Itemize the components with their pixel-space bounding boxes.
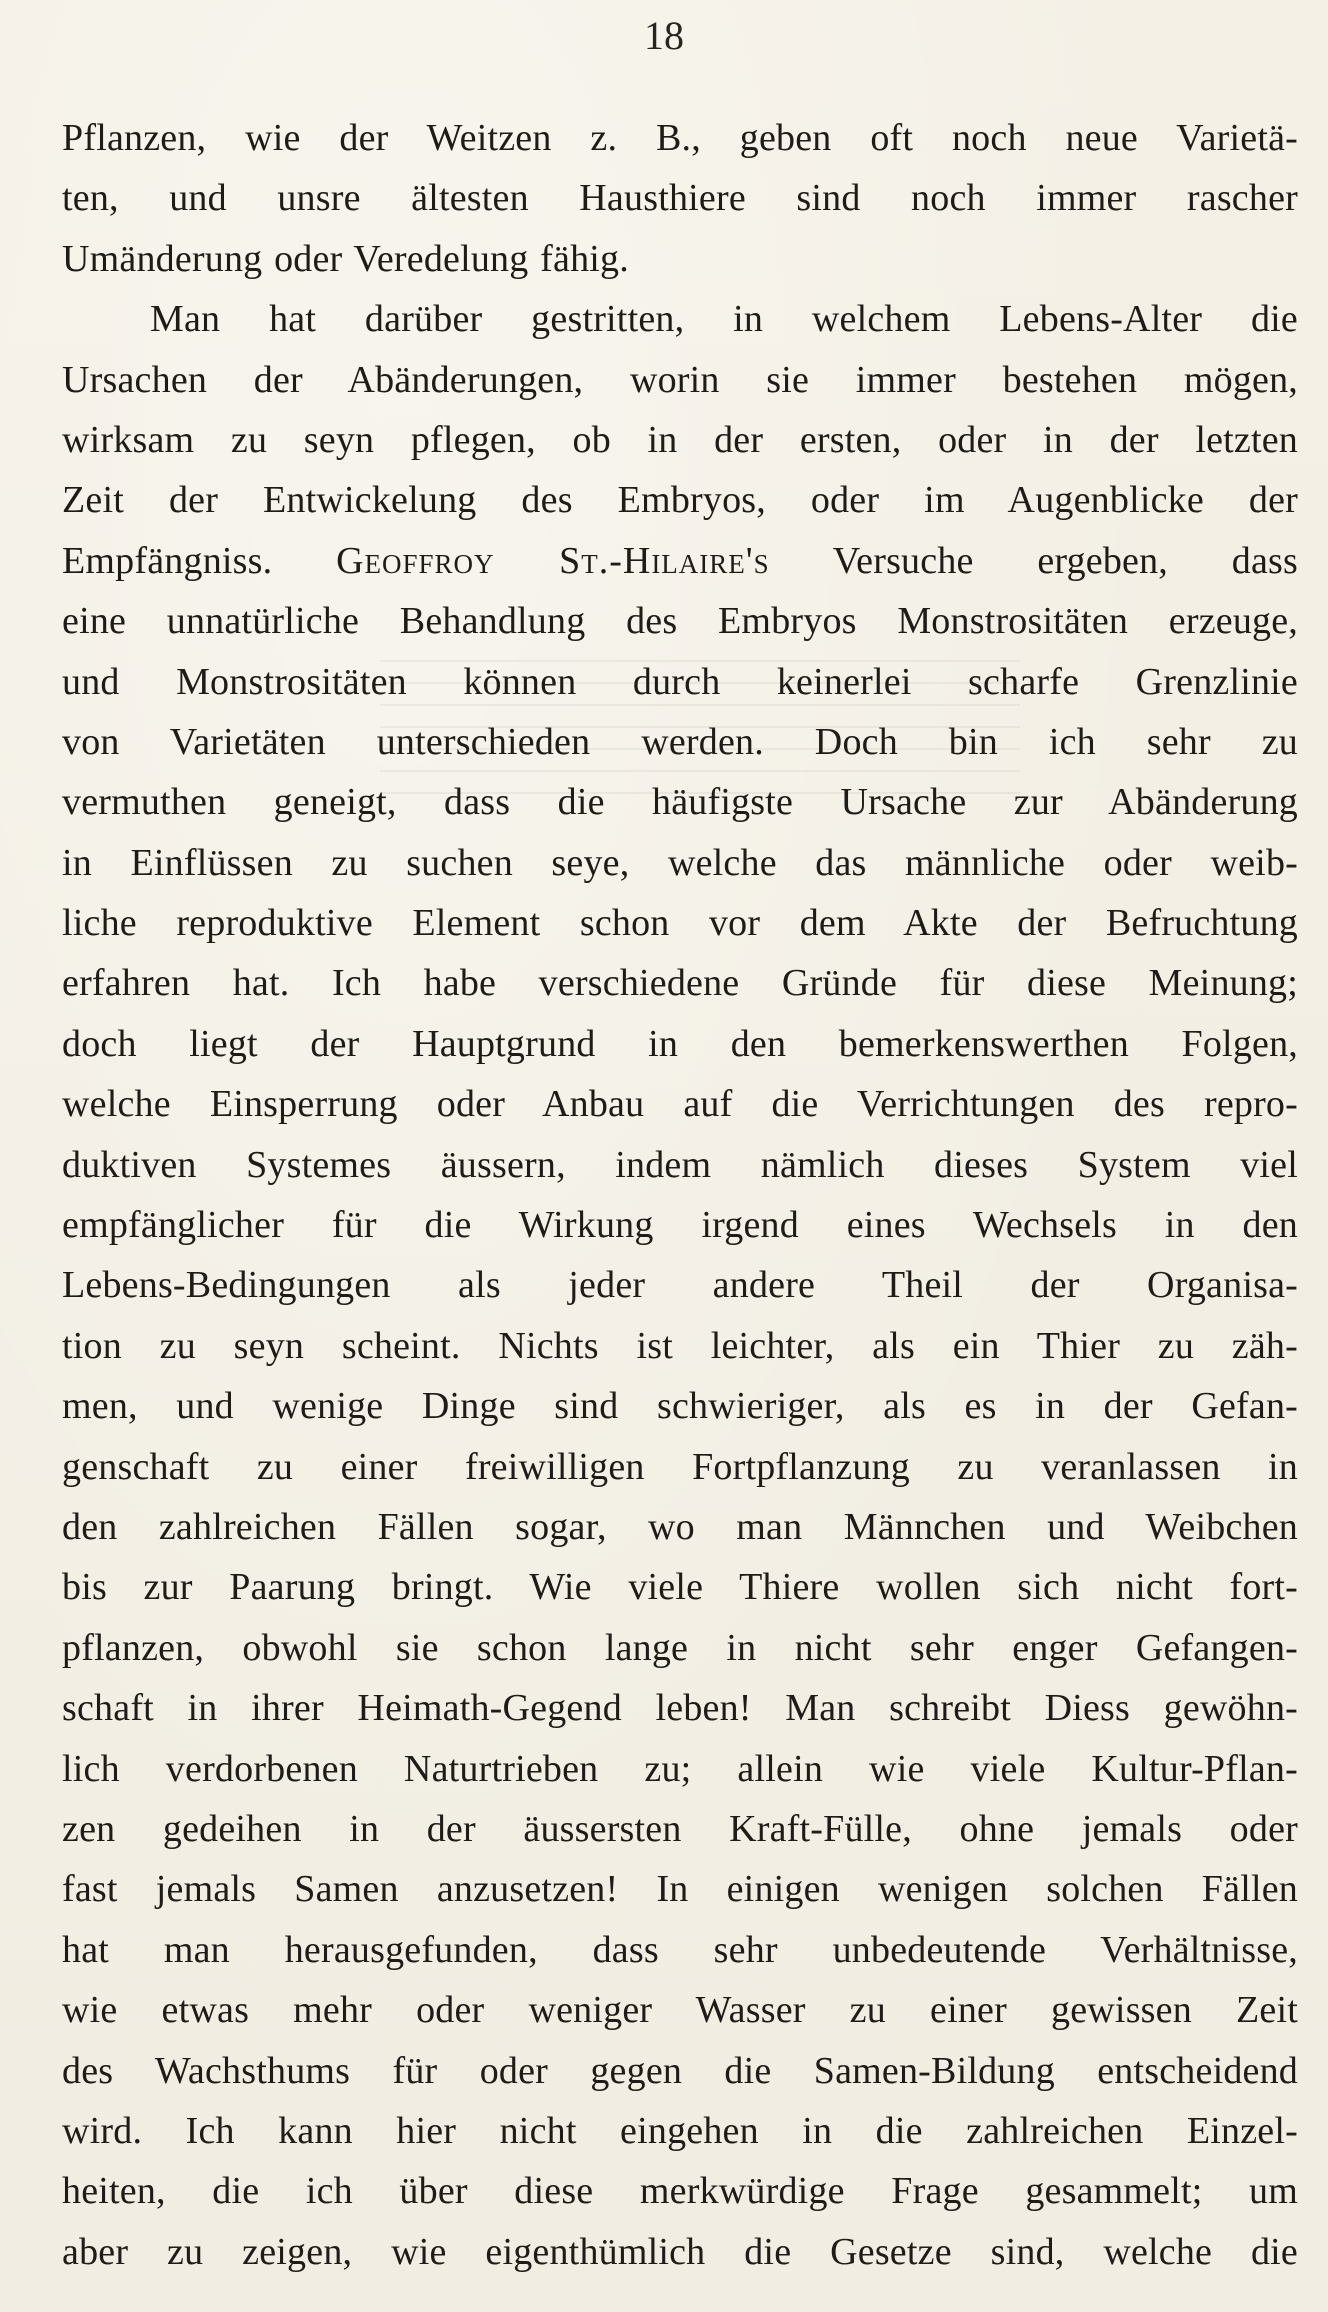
text-line: genschaft zu einer freiwilligen Fortpflanzung zu veranlassen in <box>62 1445 1298 1488</box>
text-line: aber zu zeigen, wie eigenthümlich die Gesetze sind, welche die <box>62 2230 1298 2273</box>
paragraph-start-line: Man hat darüber gestritten, in welchem Lebens-Alter die <box>150 298 1298 341</box>
text-line: empfänglicher für die Wirkung irgend eines Wechsels in den <box>62 1204 1298 1247</box>
text-line: den zahlreichen Fällen sogar, wo man Männchen und Weibchen <box>62 1505 1298 1548</box>
text-line: wie etwas mehr oder weniger Wasser zu einer gewissen Zeit <box>62 1989 1298 2032</box>
text-line: wird. Ich kann hier nicht eingehen in die zahlreichen Einzel- <box>62 2109 1298 2152</box>
text-line: duktiven Systemes äussern, indem nämlich dieses System viel <box>62 1143 1298 1186</box>
text-line: welche Einsperrung oder Anbau auf die Verrichtungen des repro- <box>62 1083 1298 1126</box>
text-line: doch liegt der Hauptgrund in den bemerkenswerthen Folgen, <box>62 1022 1298 1065</box>
text-line: erfahren hat. Ich habe verschiedene Gründe für diese Meinung; <box>62 962 1298 1005</box>
text-line: in Einflüssen zu suchen seye, welche das männliche oder weib- <box>62 841 1298 884</box>
text-line: Lebens-Bedingungen als jeder andere Theil der Organisa- <box>62 1264 1298 1307</box>
text-line: zen gedeihen in der äussersten Kraft-Fülle, ohne jemals oder <box>62 1807 1298 1850</box>
text-line: Umänderung oder Veredelung fähig. <box>62 237 629 280</box>
author-name: Geoffroy St.-Hilaire's <box>336 539 770 582</box>
line-segment: Versuche ergeben, dass <box>832 539 1298 582</box>
body-text <box>62 108 1298 2282</box>
text-line: Zeit der Entwickelung des Embryos, oder im Augenblicke der <box>62 479 1298 522</box>
text-line: men, und wenige Dinge sind schwieriger, als es in der Gefan- <box>62 1385 1298 1428</box>
text-line: lich verdorbenen Naturtrieben zu; allein wie viele Kultur-Pflan- <box>62 1747 1298 1790</box>
text-line-with-author <box>62 531 1298 591</box>
text-line: eine unnatürliche Behandlung des Embryos Monstrositäten erzeuge, <box>62 600 1298 643</box>
text-line: bis zur Paarung bringt. Wie viele Thiere wollen sich nicht fort- <box>62 1566 1298 1609</box>
text-line: des Wachsthums für oder gegen die Samen-Bildung entscheidend <box>62 2049 1298 2092</box>
text-line: ten, und unsre ältesten Hausthiere sind noch immer rascher <box>62 177 1298 220</box>
text-line: liche reproduktive Element schon vor dem Akte der Befruchtung <box>62 902 1298 945</box>
line-segment: Empfängniss. <box>62 539 273 582</box>
text-line: vermuthen geneigt, dass die häufigste Ursache zur Abänderung <box>62 781 1298 824</box>
page-number: 18 <box>644 13 684 58</box>
text-line: Pflanzen, wie der Weitzen z. B., geben oft noch neue Varietä- <box>62 117 1298 159</box>
text-line: tion zu seyn scheint. Nichts ist leichter, als ein Thier zu zäh- <box>62 1324 1298 1367</box>
text-line: heiten, die ich über diese merkwürdige Frage gesammelt; um <box>62 2170 1298 2213</box>
text-line: hat man herausgefunden, dass sehr unbedeutende Verhältnisse, <box>62 1928 1298 1971</box>
text-line: pflanzen, obwohl sie schon lange in nicht sehr enger Gefangen- <box>62 1626 1298 1669</box>
text-line: von Varietäten unterschieden werden. Doch bin ich sehr zu <box>62 720 1298 763</box>
text-line: schaft in ihrer Heimath-Gegend leben! Man schreibt Diess gewöhn- <box>62 1687 1298 1730</box>
text-line: und Monstrositäten können durch keinerlei scharfe Grenzlinie <box>62 660 1298 703</box>
text-line: wirksam zu seyn pflegen, ob in der ersten, oder in der letzten <box>62 418 1298 461</box>
text-line: Ursachen der Abänderungen, worin sie immer bestehen mögen, <box>62 358 1298 401</box>
text-line: fast jemals Samen anzusetzen! In einigen wenigen solchen Fällen <box>62 1868 1298 1911</box>
